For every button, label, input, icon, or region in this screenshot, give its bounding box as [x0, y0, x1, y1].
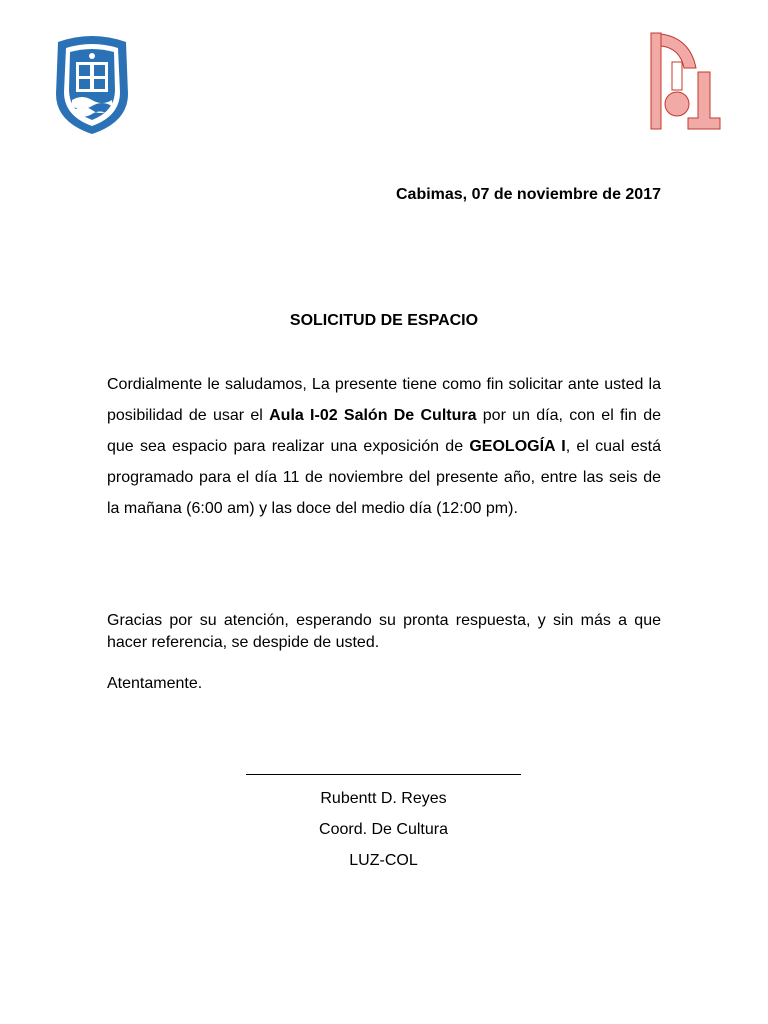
- event-subject: GEOLOGÍA I: [469, 438, 566, 455]
- signature-line: [246, 774, 521, 775]
- university-seal-logo: [52, 34, 132, 134]
- letter-closing: Gracias por su atención, esperando su pronta respuesta, y sin más a que hacer referencia, se despide de usted.: [107, 612, 661, 651]
- letter-date: Cabimas, 07 de noviembre de 2017: [395, 186, 661, 203]
- letter-regards: Atentamente.: [107, 675, 203, 692]
- university-seal-icon: [52, 34, 132, 134]
- body-text-part: , el cual está programado para el día 11 de noviembre del presente año, entre las seis de la mañana (6:00 am) y las doce del medio día (12:00 pm).: [107, 438, 662, 517]
- luz-col-emblem-logo: [650, 32, 722, 132]
- luz-col-emblem-icon: [650, 32, 722, 132]
- letter-title: SOLICITUD DE ESPACIO: [289, 312, 479, 329]
- letter-body: [107, 369, 661, 524]
- signatory-name: Rubentt D. Reyes: [320, 790, 447, 807]
- body-text-part: Cordialmente le saludamos, La presente tiene como fin solicitar ante usted la posibilidad de usar el: [107, 376, 661, 424]
- body-text-part: por un día, con el fin de que sea espacio para realizar una exposición de: [107, 407, 662, 455]
- signatory-organization: LUZ-COL: [349, 852, 418, 869]
- room-name: Aula I-02 Salón De Cultura: [269, 407, 477, 424]
- signatory-role: Coord. De Cultura: [319, 821, 448, 838]
